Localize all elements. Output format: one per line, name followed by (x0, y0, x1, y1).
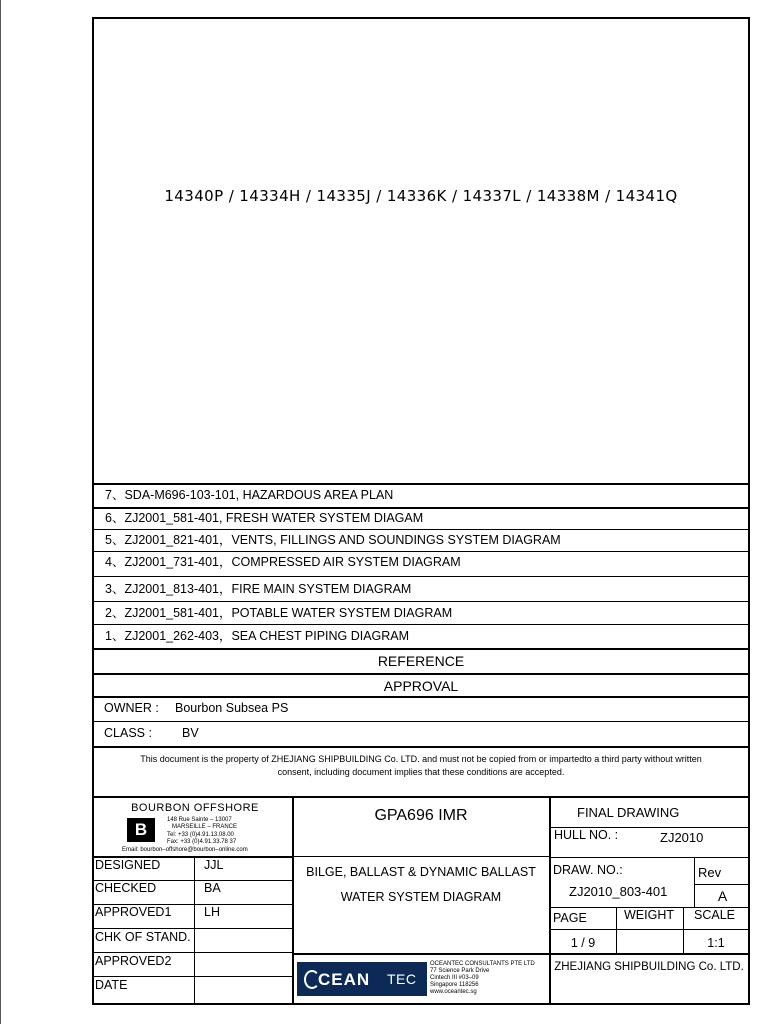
page-label: PAGE (553, 911, 587, 925)
sign-row-sep-4 (92, 952, 293, 953)
oceantec-row-top (293, 953, 750, 955)
ref-sep-2 (92, 529, 750, 530)
oceantec-logo-text: CEAN (318, 970, 371, 989)
bourbon-address-1: 148 Rue Sainte – 13007 (167, 817, 232, 823)
bourbon-logo-letter: B (134, 820, 148, 839)
scale-label: SCALE (694, 908, 735, 922)
page-value: 1 / 9 (570, 936, 596, 950)
titleblock-top (92, 796, 750, 798)
sign-row-sep-3 (92, 928, 293, 929)
hull-sep (550, 857, 750, 858)
sign-row-sep-5 (92, 976, 293, 977)
oceantec-line-4: Singapore 118256 (430, 982, 479, 988)
sign-label-date: DATE (95, 978, 128, 992)
ref-sep-4 (92, 576, 750, 577)
drawing-title-line-2: WATER SYSTEM DIAGRAM (340, 890, 502, 904)
ref-sep-6 (92, 624, 750, 625)
rev-label: Rev (698, 865, 722, 880)
reference-item-6: 6、ZJ2001_581-401, FRESH WATER SYSTEM DIAGAM (105, 511, 424, 525)
ref-sep-9 (92, 696, 750, 698)
hull-label: HULL NO. : (554, 828, 619, 842)
sign-value-designed: JJL (204, 858, 224, 872)
class-label: CLASS : (104, 726, 152, 740)
rev-sep (695, 884, 750, 885)
sign-label-checked: CHECKED (95, 881, 157, 895)
shipyard-name: ZHEJIANG SHIPBUILDING Co. LTD. (554, 961, 744, 973)
oceantec-logo-suffix: TEC (387, 971, 417, 987)
reference-heading: REFERENCE (377, 653, 465, 669)
ref-sep-10 (92, 721, 750, 722)
sign-label-approved1: APPROVED1 (95, 905, 172, 919)
reference-item-7: 7、SDA-M696-103-101, HAZARDOUS AREA PLAN (105, 488, 394, 502)
sign-label-chk-of-stand: CHK OF STAND. (95, 930, 191, 944)
final-drawing-label: FINAL DRAWING (577, 805, 680, 820)
sign-value-approved1: LH (204, 905, 220, 919)
draw-no-label: DRAW. NO.: (553, 863, 623, 877)
ref-sep-5 (92, 601, 750, 602)
reference-item-2: 2、ZJ2001_581-401，POTABLE WATER SYSTEM DIAGRAM (105, 606, 453, 620)
owner-label: OWNER : (104, 701, 159, 715)
bourbon-email: Email: bourbon–offshore@bourbon–online.com (122, 847, 248, 853)
oceantec-logo (297, 962, 427, 996)
ref-sep-3 (92, 551, 750, 552)
reference-item-1: 1、ZJ2001_262-403，SEA CHEST PIPING DIAGRAM (105, 629, 410, 643)
bourbon-logo (127, 818, 155, 842)
reference-item-4: 4、ZJ2001_731-401，COMPRESSED AIR SYSTEM DIAGRAM (105, 555, 461, 569)
disclaimer-line-2: consent, including document implies that these conditions are accepted. (277, 767, 565, 777)
drawing-title-line-1: BILGE, BALLAST & DYNAMIC BALLAST (306, 865, 536, 879)
class-value: BV (182, 726, 199, 740)
project-row-sep (293, 856, 550, 857)
oceantec-line-1: OCEANTEC CONSULTANTS PTE LTD (430, 961, 535, 967)
reference-item-3: 3、ZJ2001_813-401，FIRE MAIN SYSTEM DIAGRAM (105, 582, 412, 596)
ref-sep-11 (92, 746, 750, 748)
oceantec-line-5: www.oceantec.sg (430, 989, 477, 995)
reference-item-5: 5、ZJ2001_821-401，VENTS, FILLINGS AND SOUNDINGS SYSTEM DIAGRAM (105, 533, 561, 547)
hull-value: ZJ2010 (660, 830, 704, 845)
drawing-numbers: 14340P / 14334H / 14335J / 14336K / 14337L / 14338M / 14341Q (164, 187, 678, 205)
disclaimer-line-1: This document is the property of ZHEJIANG SHIPBUILDING Co. LTD. and must not be copied from or impartedto a third party without written (140, 754, 702, 764)
sign-label-designed: DESIGNED (95, 858, 161, 872)
ref-sep-7 (92, 648, 750, 650)
project-name: GPA696 IMR (374, 807, 468, 824)
scale-value: 1:1 (707, 936, 725, 950)
rev-value: A (717, 888, 728, 904)
bourbon-name: BOURBON OFFSHORE (131, 802, 259, 814)
frame-bottom (92, 1003, 750, 1005)
oceantec-line-2: 77 Science Park Drive (430, 968, 490, 974)
weight-label: WEIGHT (624, 908, 674, 922)
bourbon-address-2: MARSEILLE – FRANCE (172, 824, 238, 830)
ref-sep-8 (92, 673, 750, 675)
page-edge (0, 0, 1, 1024)
draw-no-value: ZJ2010_803-401 (569, 884, 668, 899)
bourbon-fax: Fax: +33 (0)4.91.33.78 37 (167, 839, 237, 845)
page-header-sep (550, 929, 750, 930)
ref-sep-1 (92, 507, 750, 509)
bourbon-tel: Tel: +33 (0)4.91.13.08.00 (167, 832, 234, 838)
sign-value-checked: BA (204, 881, 221, 895)
frame-top (92, 17, 750, 19)
ref-sep-0 (92, 483, 750, 485)
sign-label-approved2: APPROVED2 (95, 954, 172, 968)
approval-heading: APPROVAL (383, 678, 459, 694)
weight-col-left (616, 907, 617, 953)
owner-value: Bourbon Subsea PS (175, 701, 289, 715)
oceantec-line-3: Cintech III #03–09 (430, 975, 479, 981)
